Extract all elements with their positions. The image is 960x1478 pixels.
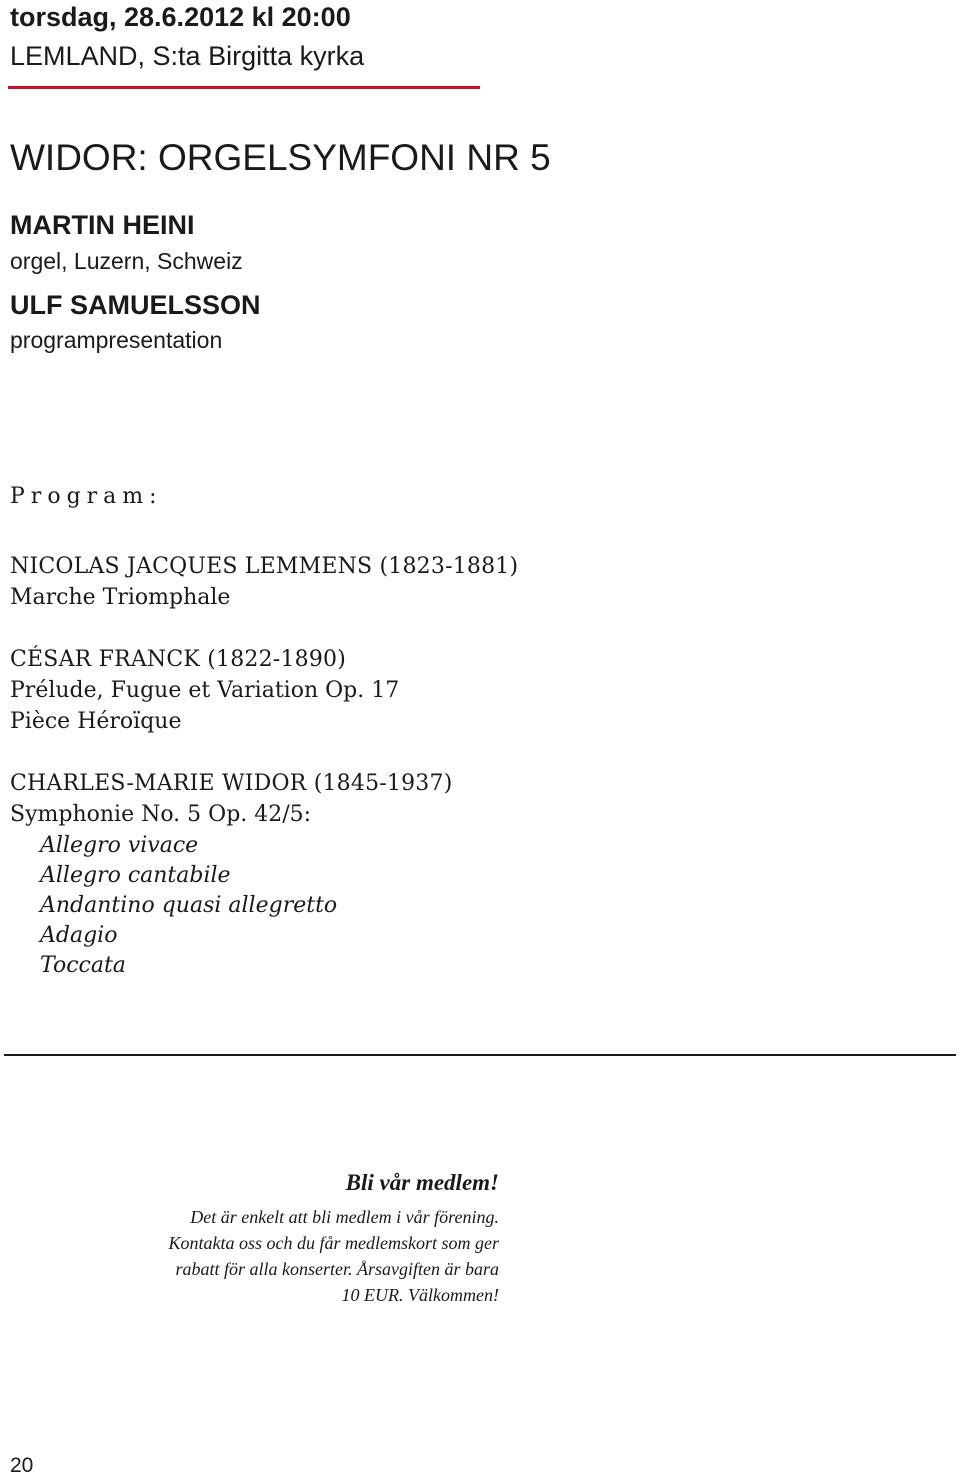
movement-title: Toccata bbox=[40, 953, 126, 978]
work-title: Marche Triomphale bbox=[10, 585, 231, 610]
movement-title: Allegro cantabile bbox=[40, 863, 231, 888]
concert-date: torsdag, 28.6.2012 kl 20:00 bbox=[10, 2, 351, 32]
composer-name: CÉSAR FRANCK (1822-1890) bbox=[10, 647, 347, 672]
membership-box bbox=[100, 1170, 499, 1308]
movement-title: Andantino quasi allegretto bbox=[40, 893, 338, 918]
program-heading: Program: bbox=[10, 484, 163, 509]
header-divider bbox=[8, 86, 480, 89]
movement-title: Allegro vivace bbox=[40, 833, 199, 858]
work-title: Prélude, Fugue et Variation Op. 17 bbox=[10, 678, 400, 703]
performer-name: MARTIN HEINI bbox=[10, 210, 195, 240]
page-number: 20 bbox=[10, 1454, 34, 1477]
work-title: Pièce Héroïque bbox=[10, 709, 182, 734]
membership-text-line: rabatt för alla konserter. Årsavgiften är bara bbox=[175, 1259, 499, 1279]
membership-text-line: 10 EUR. Välkommen! bbox=[341, 1285, 499, 1305]
concert-location: LEMLAND, S:ta Birgitta kyrka bbox=[10, 41, 365, 71]
concert-title: WIDOR: ORGELSYMFONI NR 5 bbox=[10, 137, 551, 178]
performer-role: programpresentation bbox=[10, 327, 223, 353]
movement-title: Adagio bbox=[40, 923, 118, 948]
section-divider bbox=[4, 1054, 956, 1056]
membership-text-line: Kontakta oss och du får medlemskort som ger bbox=[168, 1233, 499, 1253]
membership-heading: Bli vår medlem! bbox=[345, 1170, 499, 1195]
work-title: Symphonie No. 5 Op. 42/5: bbox=[10, 802, 312, 827]
membership-text-line: Det är enkelt att bli medlem i vår förening. bbox=[190, 1207, 499, 1227]
performer-name: ULF SAMUELSSON bbox=[10, 290, 261, 320]
performer-role: orgel, Luzern, Schweiz bbox=[10, 248, 243, 274]
composer-name: CHARLES-MARIE WIDOR (1845-1937) bbox=[10, 771, 453, 796]
composer-name: NICOLAS JACQUES LEMMENS (1823-1881) bbox=[10, 554, 519, 579]
